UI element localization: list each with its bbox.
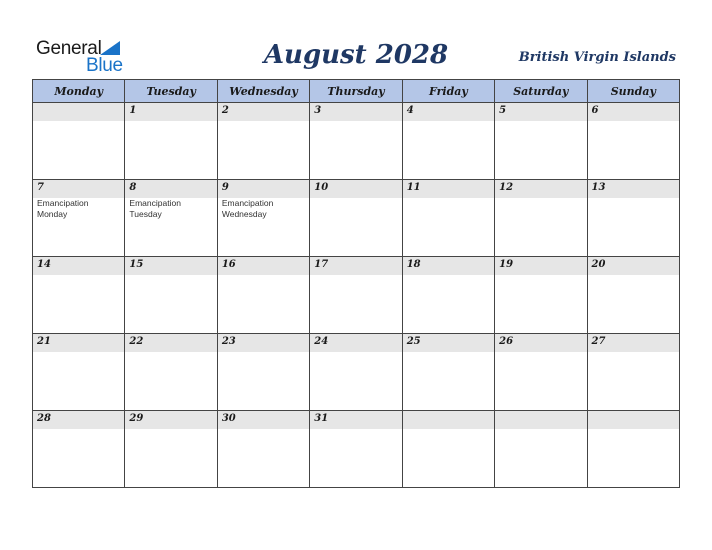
day-number: 21: [37, 336, 51, 347]
day-number-bar: [588, 411, 679, 429]
day-number-bar: [33, 411, 124, 429]
day-cell: [125, 411, 217, 488]
day-number-bar: [33, 180, 124, 198]
day-number-bar: [218, 334, 309, 352]
day-number: 4: [406, 105, 414, 116]
holiday-label: Emancipation Tuesday: [129, 198, 181, 219]
day-cell: [217, 257, 309, 334]
day-number-bar: [403, 180, 494, 198]
day-number: 25: [406, 336, 421, 347]
day-number-bar: [310, 334, 401, 352]
day-number-bar: [403, 103, 494, 121]
day-cell: [310, 257, 402, 334]
day-cell: [495, 257, 587, 334]
logo-text-general: General: [36, 38, 102, 59]
day-number: 30: [221, 413, 236, 424]
day-number-bar: [125, 257, 216, 275]
day-number: 6: [591, 105, 599, 116]
day-cell: [125, 180, 217, 257]
day-cell: [310, 103, 402, 180]
day-number: 23: [221, 336, 236, 347]
week-row: [33, 334, 680, 411]
day-number: 9: [221, 182, 229, 193]
day-number-bar: [495, 257, 586, 275]
day-number: 3: [314, 105, 322, 116]
day-number: 16: [221, 259, 236, 270]
day-number: 10: [314, 182, 329, 193]
day-cell: [217, 334, 309, 411]
day-number: 1: [129, 105, 137, 116]
day-number-bar: [125, 411, 216, 429]
day-cell: [33, 257, 125, 334]
calendar-title: August 2028: [263, 40, 449, 70]
day-cell: [402, 180, 494, 257]
day-number: 5: [499, 105, 507, 116]
day-number: 20: [591, 259, 606, 270]
day-number-bar: [588, 257, 679, 275]
day-number-bar: [218, 180, 309, 198]
day-number-bar: [33, 334, 124, 352]
day-number: 24: [314, 336, 329, 347]
day-number-bar: [218, 411, 309, 429]
weekday-tuesday: Tuesday: [125, 80, 217, 103]
day-number: 11: [406, 182, 421, 193]
weekday-wednesday: Wednesday: [217, 80, 309, 103]
day-cell: [587, 180, 679, 257]
logo-text-blue: Blue: [86, 55, 123, 76]
weekday-thursday: Thursday: [310, 80, 402, 103]
day-number: 28: [37, 413, 51, 424]
holiday-label: Emancipation Wednesday: [221, 198, 274, 219]
day-number-bar: [125, 180, 216, 198]
day-cell: [587, 103, 679, 180]
weekday-friday: Friday: [402, 80, 494, 103]
day-number: 29: [129, 413, 144, 424]
day-cell: [495, 103, 587, 180]
day-number: 27: [591, 336, 606, 347]
week-row: [33, 257, 680, 334]
day-number: 18: [406, 259, 421, 270]
weekday-saturday: Saturday: [495, 80, 587, 103]
day-cell: [33, 334, 125, 411]
day-number: 31: [314, 413, 329, 424]
day-number: 2: [221, 105, 229, 116]
day-number-bar: [218, 103, 309, 121]
weekday-monday: Monday: [33, 80, 125, 103]
day-number: 22: [129, 336, 144, 347]
day-cell: [125, 103, 217, 180]
region-name: British Virgin Islands: [518, 50, 676, 65]
calendar-body: [33, 103, 680, 488]
day-number-bar: [310, 103, 401, 121]
day-cell: [33, 411, 125, 488]
day-number: 19: [499, 259, 514, 270]
day-cell: [402, 103, 494, 180]
day-cell: [125, 334, 217, 411]
day-number-bar: [588, 334, 679, 352]
day-number-bar: [310, 411, 401, 429]
day-cell: [33, 103, 125, 180]
day-number: 17: [314, 259, 329, 270]
day-cell: [310, 411, 402, 488]
day-number: 8: [129, 182, 137, 193]
week-row: [33, 180, 680, 257]
day-number: 13: [591, 182, 606, 193]
day-cell: [587, 334, 679, 411]
day-number-bar: [588, 103, 679, 121]
day-cell: [33, 180, 125, 257]
day-cell: [495, 180, 587, 257]
day-number-bar: [495, 411, 586, 429]
holiday-label: Emancipation Monday: [37, 198, 89, 219]
day-number-bar: [588, 180, 679, 198]
day-cell: [217, 411, 309, 488]
day-cell: [217, 103, 309, 180]
day-number: 26: [499, 336, 514, 347]
day-number: 14: [37, 259, 51, 270]
week-row: [33, 103, 680, 180]
week-row: [33, 411, 680, 488]
day-number-bar: [125, 334, 216, 352]
weekday-sunday: Sunday: [587, 80, 679, 103]
day-number-bar: [403, 334, 494, 352]
day-cell: [310, 334, 402, 411]
weekday-header-row: [33, 80, 680, 103]
day-cell: [125, 257, 217, 334]
day-number-bar: [495, 103, 586, 121]
day-number-bar: [495, 334, 586, 352]
day-number: 12: [499, 182, 514, 193]
day-number: 7: [37, 182, 44, 193]
day-number-bar: [310, 180, 401, 198]
day-number-bar: [495, 180, 586, 198]
day-number-bar: [33, 257, 124, 275]
day-cell: [495, 411, 587, 488]
day-number-bar: [403, 411, 494, 429]
day-number-bar: [125, 103, 216, 121]
day-cell: [587, 411, 679, 488]
day-cell: [217, 180, 309, 257]
day-number-bar: [33, 103, 124, 121]
day-cell: [310, 180, 402, 257]
day-number-bar: [310, 257, 401, 275]
day-number: 15: [129, 259, 144, 270]
day-number-bar: [218, 257, 309, 275]
calendar-grid: [32, 79, 680, 488]
day-cell: [402, 257, 494, 334]
day-cell: [402, 411, 494, 488]
day-cell: [402, 334, 494, 411]
day-cell: [495, 334, 587, 411]
day-cell: [587, 257, 679, 334]
day-number-bar: [403, 257, 494, 275]
